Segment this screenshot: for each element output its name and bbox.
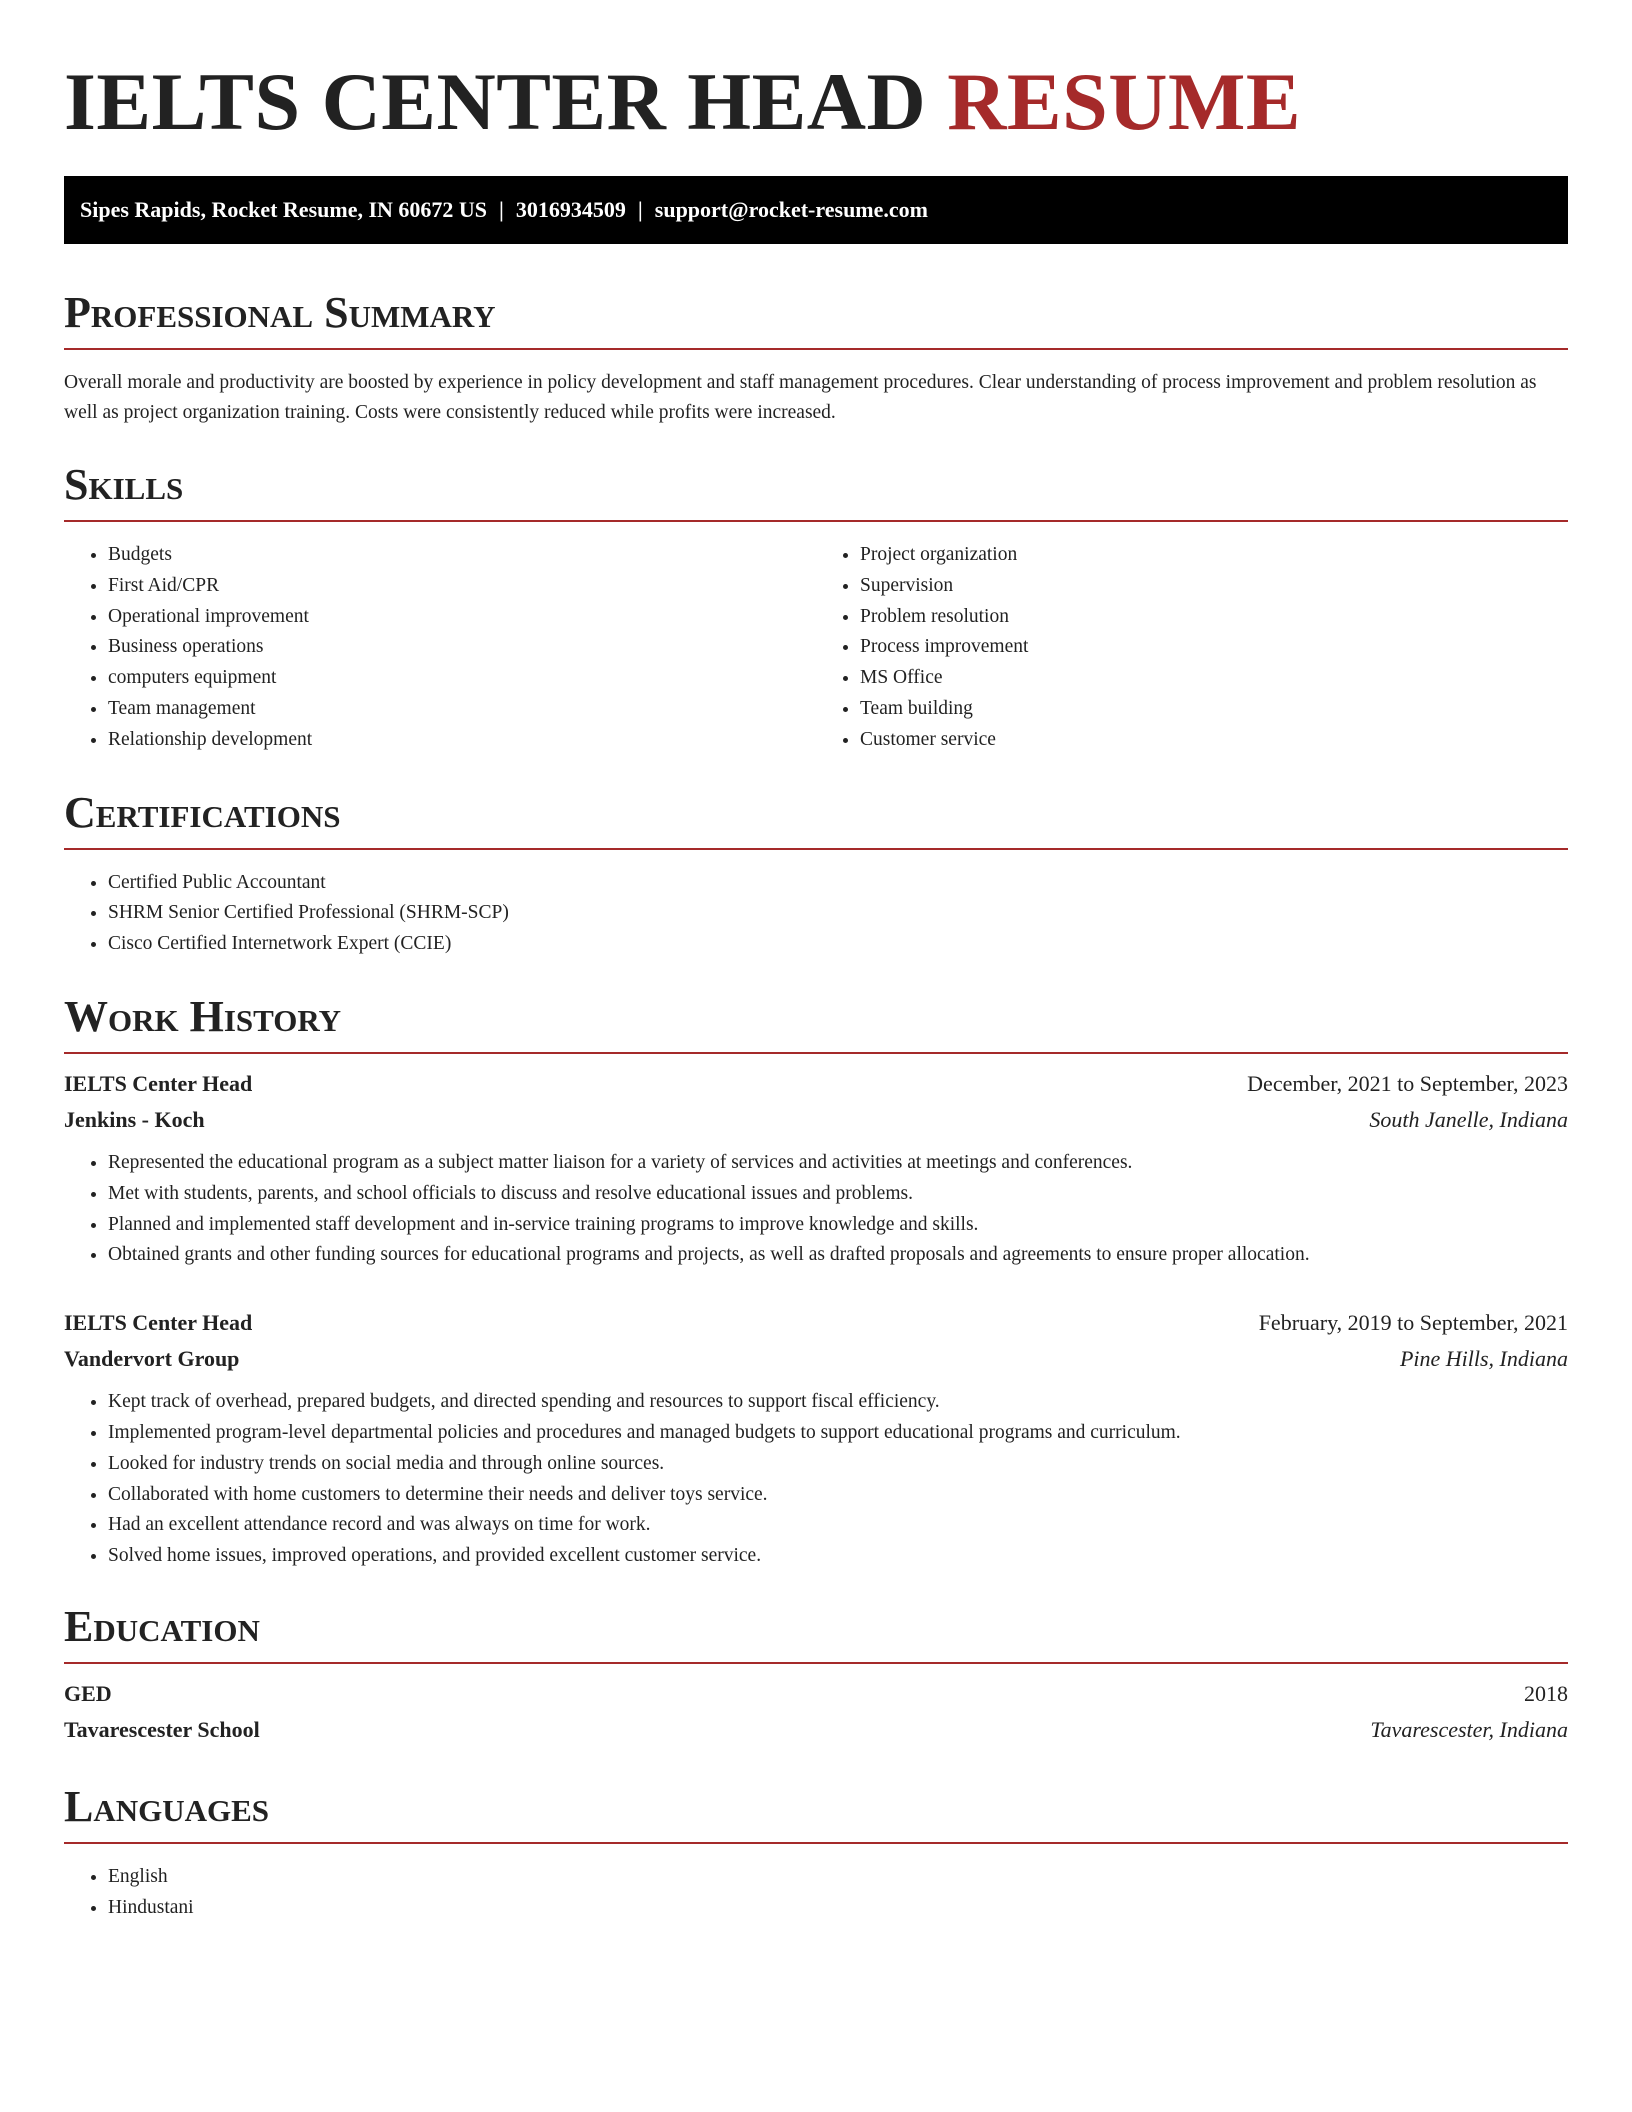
language-item: • English [108, 1862, 1568, 1893]
resume-title [64, 52, 1568, 152]
skills-list-left [64, 540, 816, 756]
resume-title-accent: RESUME [947, 56, 1302, 147]
contact-phone: 3016934509 [515, 197, 626, 222]
contact-separator: | [499, 197, 504, 222]
skill-item: • Budgets [108, 540, 816, 571]
languages-heading: Languages [64, 1781, 270, 1831]
skill-item: • Supervision [860, 571, 1568, 602]
job-company: Vandervort Group [64, 1346, 240, 1372]
skill-item: • Customer service [860, 725, 1568, 756]
education-year: 2018 [1524, 1680, 1568, 1706]
job-bullet: • Represented the educational program as a subject matter liaison for a variety of services and activities at meetings and conferences. [108, 1148, 1568, 1179]
skill-item: • Team building [860, 694, 1568, 725]
job-company-row [64, 1341, 1568, 1377]
summary-section [64, 288, 1568, 428]
job-bullet: • Implemented program-level departmental policies and procedures and managed budgets to support educational programs and curriculum. [108, 1418, 1568, 1449]
job-dates: December, 2021 to September, 2023 [1247, 1070, 1568, 1096]
section-divider [64, 848, 1568, 850]
languages-section [64, 1782, 1568, 1924]
job-bullet: • Collaborated with home customers to determine their needs and deliver toys service. [108, 1480, 1568, 1511]
skills-heading: Skills [64, 460, 184, 509]
resume-title-main: IELTS CENTER HEAD [64, 56, 927, 147]
job-bullet: • Kept track of overhead, prepared budgets, and directed spending and resources to support fiscal efficiency. [108, 1387, 1568, 1418]
work-history-heading: Work History [64, 991, 342, 1041]
languages-list [64, 1862, 1568, 1924]
summary-heading: Professional Summary [64, 288, 496, 337]
skill-item: • computers equipment [108, 663, 816, 694]
skills-list-right [816, 540, 1568, 756]
section-divider [64, 1662, 1568, 1664]
certification-item: • Cisco Certified Internetwork Expert (CCIE) [108, 929, 1568, 960]
education-school-row [64, 1712, 1568, 1748]
skill-item: • Business operations [108, 632, 816, 663]
job-bullet: • Planned and implemented staff development and in-service training programs to improve knowledge and skills. [108, 1210, 1568, 1241]
section-divider [64, 348, 1568, 350]
job-location: Pine Hills, Indiana [1399, 1346, 1568, 1372]
skill-item: • Problem resolution [860, 602, 1568, 633]
skills-grid [64, 540, 1568, 756]
skills-section [64, 460, 1568, 756]
skill-item: • MS Office [860, 663, 1568, 694]
education-section [64, 1602, 1568, 1748]
education-school: Tavarescester School [64, 1716, 260, 1742]
skill-item: • Operational improvement [108, 602, 816, 633]
job-company-row [64, 1102, 1568, 1138]
skill-item: • Team management [108, 694, 816, 725]
education-location: Tavarescester, Indiana [1370, 1716, 1568, 1742]
job-bullet: • Obtained grants and other funding sources for educational programs and projects, as well as drafted proposals and agreements to ensure proper allocation. [108, 1240, 1568, 1271]
contact-separator: | [637, 197, 643, 222]
certification-item: • SHRM Senior Certified Professional (SHRM-SCP) [108, 898, 1568, 929]
certifications-list [64, 868, 1568, 960]
education-heading: Education [64, 1601, 260, 1651]
section-divider [64, 1052, 1568, 1054]
job-location: South Janelle, Indiana [1369, 1106, 1568, 1132]
work-history-section [64, 992, 1568, 1572]
job-title: IELTS Center Head [64, 1070, 253, 1096]
section-divider [64, 1842, 1568, 1844]
language-item: • Hindustani [108, 1893, 1568, 1924]
job-bullet: • Had an excellent attendance record and was always on time for work. [108, 1510, 1568, 1541]
job-bullets [64, 1148, 1568, 1271]
job-header-row [64, 1305, 1568, 1341]
job-title: IELTS Center Head [64, 1310, 253, 1336]
section-divider [64, 520, 1568, 522]
job-bullets [64, 1387, 1568, 1572]
certification-item: • Certified Public Accountant [108, 868, 1568, 899]
job-header-row [64, 1066, 1568, 1102]
contact-address: Sipes Rapids, Rocket Resume, IN 60672 US [80, 197, 488, 222]
contact-email: support@rocket-resume.com [654, 197, 928, 222]
job-entry [64, 1066, 1568, 1271]
education-degree: GED [64, 1680, 112, 1706]
job-bullet: • Met with students, parents, and school officials to discuss and resolve educational issues and problems. [108, 1179, 1568, 1210]
job-dates: February, 2019 to September, 2021 [1258, 1310, 1568, 1336]
summary-text: Overall morale and productivity are boosted by experience in policy development and staff management procedures. Clear understanding of process improvement and problem resolution as well as project organization training. Costs were consistently reduced while profits were increased. [64, 372, 1537, 423]
job-company: Jenkins - Koch [64, 1106, 205, 1132]
contact-bar [64, 176, 1568, 244]
certifications-heading: Certifications [64, 787, 341, 837]
job-entry [64, 1305, 1568, 1572]
education-degree-row [64, 1676, 1568, 1712]
certifications-section [64, 788, 1568, 960]
job-bullet: • Looked for industry trends on social media and through online sources. [108, 1449, 1568, 1480]
skill-item: • Process improvement [860, 632, 1568, 663]
job-bullet: • Solved home issues, improved operations, and provided excellent customer service. [108, 1541, 1568, 1572]
skill-item: • Relationship development [108, 725, 816, 756]
skill-item: • First Aid/CPR [108, 571, 816, 602]
skill-item: • Project organization [860, 540, 1568, 571]
